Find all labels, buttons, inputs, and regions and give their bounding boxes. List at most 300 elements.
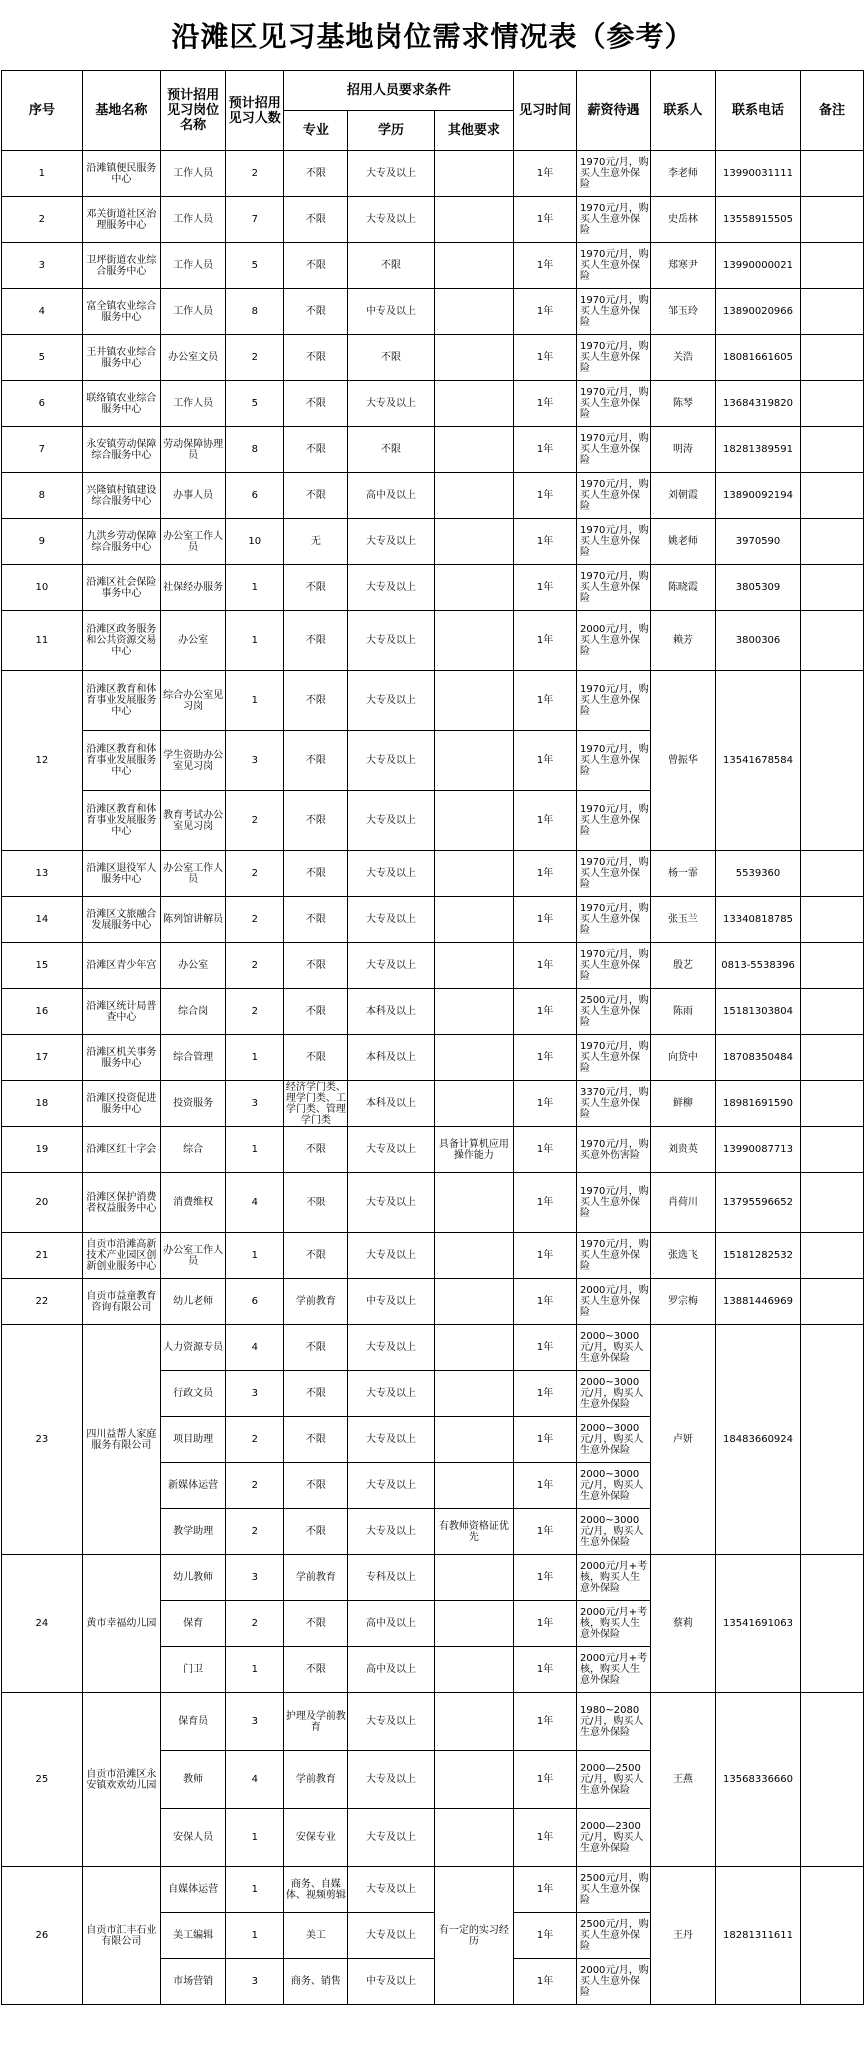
cell-note <box>801 1279 864 1325</box>
cell-other <box>434 289 514 335</box>
table-row <box>2 1325 864 1371</box>
header-note: 备注 <box>801 71 864 151</box>
cell-post: 学生资助办公室见习岗 <box>161 731 226 791</box>
cell-count: 4 <box>226 1751 284 1809</box>
header-seq: 序号 <box>2 71 83 151</box>
cell-seq: 14 <box>2 897 83 943</box>
cell-salary: 1970元/月，购买人生意外保险 <box>576 427 650 473</box>
cell-base: 沿滩区政务服务和公共资源交易中心 <box>82 611 160 671</box>
cell-seq: 15 <box>2 943 83 989</box>
cell-period: 1年 <box>514 1509 577 1555</box>
cell-major: 护理及学前教育 <box>284 1693 348 1751</box>
cell-edu: 中专及以上 <box>348 1279 434 1325</box>
cell-seq: 2 <box>2 197 83 243</box>
cell-count: 2 <box>226 335 284 381</box>
cell-other <box>434 381 514 427</box>
cell-count: 1 <box>226 1913 284 1959</box>
cell-seq: 18 <box>2 1081 83 1127</box>
cell-period: 1年 <box>514 1279 577 1325</box>
cell-base: 沿滩区机关事务服务中心 <box>82 1035 160 1081</box>
cell-salary: 2000~3000元/月，购买人生意外保险 <box>576 1463 650 1509</box>
cell-seq: 7 <box>2 427 83 473</box>
cell-salary: 1970元/月，购买人生意外保险 <box>576 791 650 851</box>
cell-count: 3 <box>226 1693 284 1751</box>
cell-major: 不限 <box>284 427 348 473</box>
cell-period: 1年 <box>514 1417 577 1463</box>
cell-other <box>434 1693 514 1751</box>
cell-contact: 关浩 <box>650 335 715 381</box>
cell-note <box>801 519 864 565</box>
cell-base: 沿滩区退役军人服务中心 <box>82 851 160 897</box>
cell-other <box>434 197 514 243</box>
cell-count: 1 <box>226 1233 284 1279</box>
cell-note <box>801 989 864 1035</box>
cell-post: 工作人员 <box>161 381 226 427</box>
cell-major: 不限 <box>284 897 348 943</box>
cell-major: 不限 <box>284 197 348 243</box>
cell-contact: 王丹 <box>650 1867 715 2005</box>
cell-edu: 中专及以上 <box>348 289 434 335</box>
header-post: 预计招用见习岗位名称 <box>161 71 226 151</box>
table-row <box>2 1035 864 1081</box>
cell-count: 8 <box>226 289 284 335</box>
cell-count: 6 <box>226 473 284 519</box>
table-row <box>2 671 864 731</box>
cell-contact: 刘朝霞 <box>650 473 715 519</box>
cell-count: 3 <box>226 731 284 791</box>
cell-seq: 3 <box>2 243 83 289</box>
table-row <box>2 989 864 1035</box>
cell-edu: 大专及以上 <box>348 1233 434 1279</box>
cell-salary: 1970元/月，购买人生意外保险 <box>576 851 650 897</box>
cell-contact: 杨一霏 <box>650 851 715 897</box>
cell-major: 不限 <box>284 1417 348 1463</box>
cell-edu: 大专及以上 <box>348 611 434 671</box>
cell-note <box>801 381 864 427</box>
cell-base: 沿滩区红十字会 <box>82 1127 160 1173</box>
cell-base: 沿滩区教育和体育事业发展服务中心 <box>82 791 160 851</box>
cell-contact: 蔡莉 <box>650 1555 715 1693</box>
cell-period: 1年 <box>514 1751 577 1809</box>
cell-other <box>434 151 514 197</box>
cell-phone: 5539360 <box>715 851 800 897</box>
cell-salary: 1970元/月，购买人生意外保险 <box>576 519 650 565</box>
cell-count: 1 <box>226 1647 284 1693</box>
cell-major: 商务、销售 <box>284 1959 348 2005</box>
table-row <box>2 335 864 381</box>
cell-base: 沿滩区教育和体育事业发展服务中心 <box>82 671 160 731</box>
cell-phone: 13568336660 <box>715 1693 800 1867</box>
cell-contact: 罗宗梅 <box>650 1279 715 1325</box>
cell-phone: 13890092194 <box>715 473 800 519</box>
cell-base: 富全镇农业综合服务中心 <box>82 289 160 335</box>
cell-salary: 1970元/月，购买人生意外保险 <box>576 1173 650 1233</box>
cell-note <box>801 1035 864 1081</box>
table-row <box>2 1867 864 1913</box>
cell-base: 自贡市沿滩区永安镇欢欢幼儿园 <box>82 1693 160 1867</box>
cell-phone: 13990087713 <box>715 1127 800 1173</box>
cell-contact: 赖芳 <box>650 611 715 671</box>
cell-base: 沿滩区文旅融合发展服务中心 <box>82 897 160 943</box>
cell-base: 永安镇劳动保障综合服务中心 <box>82 427 160 473</box>
cell-seq: 19 <box>2 1127 83 1173</box>
cell-salary: 1970元/月，购买人生意外保险 <box>576 473 650 519</box>
cell-period: 1年 <box>514 1081 577 1127</box>
cell-other <box>434 519 514 565</box>
cell-salary: 1970元/月，购买人生意外保险 <box>576 731 650 791</box>
cell-period: 1年 <box>514 289 577 335</box>
table-row <box>2 611 864 671</box>
cell-post: 办公室 <box>161 943 226 989</box>
cell-other <box>434 943 514 989</box>
cell-period: 1年 <box>514 897 577 943</box>
cell-other <box>434 1233 514 1279</box>
cell-edu: 大专及以上 <box>348 1751 434 1809</box>
cell-seq: 10 <box>2 565 83 611</box>
cell-other <box>434 1173 514 1233</box>
cell-seq: 5 <box>2 335 83 381</box>
cell-major: 不限 <box>284 1601 348 1647</box>
cell-phone: 0813-5538396 <box>715 943 800 989</box>
table-row <box>2 1555 864 1601</box>
cell-edu: 大专及以上 <box>348 381 434 427</box>
cell-other <box>434 1647 514 1693</box>
cell-period: 1年 <box>514 1601 577 1647</box>
cell-edu: 高中及以上 <box>348 1601 434 1647</box>
cell-seq: 22 <box>2 1279 83 1325</box>
header-row-1 <box>2 71 864 111</box>
cell-salary: 2000元/月+考核，购买人生意外保险 <box>576 1647 650 1693</box>
cell-major: 不限 <box>284 1173 348 1233</box>
cell-post: 安保人员 <box>161 1809 226 1867</box>
table-row <box>2 1693 864 1751</box>
cell-other <box>434 1463 514 1509</box>
cell-note <box>801 1693 864 1867</box>
cell-edu: 大专及以上 <box>348 1913 434 1959</box>
cell-salary: 2000—2500元/月，购买人生意外保险 <box>576 1751 650 1809</box>
table-row <box>2 519 864 565</box>
cell-count: 2 <box>226 943 284 989</box>
cell-count: 3 <box>226 1081 284 1127</box>
cell-contact: 向贷中 <box>650 1035 715 1081</box>
cell-note <box>801 1081 864 1127</box>
cell-phone: 18281389591 <box>715 427 800 473</box>
cell-period: 1年 <box>514 519 577 565</box>
cell-contact: 刘贵英 <box>650 1127 715 1173</box>
cell-edu: 大专及以上 <box>348 671 434 731</box>
cell-major: 不限 <box>284 851 348 897</box>
cell-phone: 13881446969 <box>715 1279 800 1325</box>
table-row <box>2 851 864 897</box>
cell-post: 行政文员 <box>161 1371 226 1417</box>
header-contact: 联系人 <box>650 71 715 151</box>
cell-post: 人力资源专员 <box>161 1325 226 1371</box>
cell-base: 沿滩区教育和体育事业发展服务中心 <box>82 731 160 791</box>
cell-seq: 12 <box>2 671 83 851</box>
cell-other <box>434 335 514 381</box>
cell-edu: 不限 <box>348 243 434 289</box>
table-row <box>2 1127 864 1173</box>
cell-salary: 1980~2080元/月，购买人生意外保险 <box>576 1693 650 1751</box>
cell-seq: 20 <box>2 1173 83 1233</box>
cell-other <box>434 1035 514 1081</box>
cell-edu: 不限 <box>348 335 434 381</box>
cell-other: 有教师资格证优先 <box>434 1509 514 1555</box>
cell-salary: 1970元/月，购买人生意外保险 <box>576 565 650 611</box>
cell-other <box>434 989 514 1035</box>
cell-contact: 肖荷川 <box>650 1173 715 1233</box>
cell-period: 1年 <box>514 1035 577 1081</box>
cell-contact: 陈琴 <box>650 381 715 427</box>
cell-edu: 大专及以上 <box>348 1417 434 1463</box>
cell-period: 1年 <box>514 1371 577 1417</box>
cell-edu: 大专及以上 <box>348 519 434 565</box>
cell-note <box>801 1233 864 1279</box>
cell-contact: 张玉兰 <box>650 897 715 943</box>
cell-salary: 1970元/月，购买人生意外保险 <box>576 243 650 289</box>
cell-contact: 史岳林 <box>650 197 715 243</box>
cell-seq: 24 <box>2 1555 83 1693</box>
cell-period: 1年 <box>514 427 577 473</box>
cell-edu: 大专及以上 <box>348 897 434 943</box>
cell-major: 不限 <box>284 243 348 289</box>
cell-major: 不限 <box>284 565 348 611</box>
cell-edu: 大专及以上 <box>348 851 434 897</box>
cell-salary: 2000元/月，购买人生意外保险 <box>576 611 650 671</box>
cell-base: 九洪乡劳动保障综合服务中心 <box>82 519 160 565</box>
cell-phone: 13990031111 <box>715 151 800 197</box>
cell-seq: 8 <box>2 473 83 519</box>
cell-edu: 高中及以上 <box>348 473 434 519</box>
cell-post: 美工编辑 <box>161 1913 226 1959</box>
cell-post: 陈列馆讲解员 <box>161 897 226 943</box>
cell-edu: 大专及以上 <box>348 791 434 851</box>
cell-count: 1 <box>226 1127 284 1173</box>
cell-count: 3 <box>226 1959 284 2005</box>
cell-post: 工作人员 <box>161 289 226 335</box>
cell-major: 不限 <box>284 1647 348 1693</box>
cell-base: 联络镇农业综合服务中心 <box>82 381 160 427</box>
cell-count: 1 <box>226 1809 284 1867</box>
cell-salary: 2000~3000元/月，购买人生意外保险 <box>576 1325 650 1371</box>
table-row <box>2 897 864 943</box>
cell-edu: 大专及以上 <box>348 1371 434 1417</box>
cell-major: 不限 <box>284 1127 348 1173</box>
cell-salary: 2000元/月+考核，购买人生意外保险 <box>576 1601 650 1647</box>
cell-other <box>434 1279 514 1325</box>
table-row <box>2 1081 864 1127</box>
cell-period: 1年 <box>514 335 577 381</box>
cell-other <box>434 1809 514 1867</box>
table-row <box>2 473 864 519</box>
cell-count: 2 <box>226 897 284 943</box>
cell-count: 4 <box>226 1173 284 1233</box>
cell-post: 教师 <box>161 1751 226 1809</box>
cell-note <box>801 1173 864 1233</box>
cell-other <box>434 897 514 943</box>
cell-seq: 13 <box>2 851 83 897</box>
cell-edu: 大专及以上 <box>348 1325 434 1371</box>
cell-base: 王井镇农业综合服务中心 <box>82 335 160 381</box>
cell-count: 2 <box>226 851 284 897</box>
cell-other <box>434 1601 514 1647</box>
cell-edu: 大专及以上 <box>348 1693 434 1751</box>
cell-other <box>434 1325 514 1371</box>
cell-period: 1年 <box>514 243 577 289</box>
cell-major: 不限 <box>284 943 348 989</box>
cell-period: 1年 <box>514 565 577 611</box>
cell-edu: 大专及以上 <box>348 197 434 243</box>
cell-other: 有一定的实习经历 <box>434 1867 514 2005</box>
cell-base: 黄市幸福幼儿园 <box>82 1555 160 1693</box>
cell-note <box>801 473 864 519</box>
cell-period: 1年 <box>514 1647 577 1693</box>
cell-seq: 11 <box>2 611 83 671</box>
cell-salary: 2000~3000元/月，购买人生意外保险 <box>576 1417 650 1463</box>
cell-phone: 18981691590 <box>715 1081 800 1127</box>
table-row <box>2 151 864 197</box>
cell-base: 沿滩区保护消费者权益服务中心 <box>82 1173 160 1233</box>
cell-major: 美工 <box>284 1913 348 1959</box>
cell-contact: 郑寒尹 <box>650 243 715 289</box>
cell-salary: 1970元/月，购买人生意外保险 <box>576 671 650 731</box>
cell-other <box>434 473 514 519</box>
cell-other <box>434 427 514 473</box>
cell-period: 1年 <box>514 1325 577 1371</box>
cell-contact: 陈雨 <box>650 989 715 1035</box>
cell-contact: 李老师 <box>650 151 715 197</box>
cell-salary: 2000元/月，购买人生意外保险 <box>576 1959 650 2005</box>
cell-note <box>801 243 864 289</box>
cell-major: 不限 <box>284 1371 348 1417</box>
cell-count: 1 <box>226 565 284 611</box>
header-base: 基地名称 <box>82 71 160 151</box>
cell-post: 新媒体运营 <box>161 1463 226 1509</box>
cell-salary: 1970元/月，购买人生意外保险 <box>576 1035 650 1081</box>
cell-post: 工作人员 <box>161 243 226 289</box>
cell-post: 市场营销 <box>161 1959 226 2005</box>
cell-edu: 大专及以上 <box>348 1867 434 1913</box>
cell-salary: 2000~3000元/月，购买人生意外保险 <box>576 1371 650 1417</box>
cell-seq: 16 <box>2 989 83 1035</box>
cell-phone: 13541691063 <box>715 1555 800 1693</box>
cell-period: 1年 <box>514 197 577 243</box>
cell-note <box>801 851 864 897</box>
cell-post: 劳动保障协理员 <box>161 427 226 473</box>
cell-post: 办公室 <box>161 611 226 671</box>
cell-period: 1年 <box>514 671 577 731</box>
cell-note <box>801 1325 864 1555</box>
cell-count: 1 <box>226 671 284 731</box>
cell-phone: 18483660924 <box>715 1325 800 1555</box>
cell-period: 1年 <box>514 1913 577 1959</box>
cell-post: 保育 <box>161 1601 226 1647</box>
cell-period: 1年 <box>514 791 577 851</box>
cell-period: 1年 <box>514 1463 577 1509</box>
cell-seq: 26 <box>2 1867 83 2005</box>
cell-note <box>801 671 864 851</box>
cell-phone: 3805309 <box>715 565 800 611</box>
cell-period: 1年 <box>514 1173 577 1233</box>
cell-other <box>434 851 514 897</box>
cell-salary: 2000—2300元/月，购买人生意外保险 <box>576 1809 650 1867</box>
header-salary: 薪资待遇 <box>576 71 650 151</box>
cell-major: 不限 <box>284 1463 348 1509</box>
cell-edu: 大专及以上 <box>348 151 434 197</box>
cell-note <box>801 335 864 381</box>
cell-phone: 15181282532 <box>715 1233 800 1279</box>
cell-phone: 13990000021 <box>715 243 800 289</box>
cell-post: 综合岗 <box>161 989 226 1035</box>
cell-base: 兴隆镇村镇建设综合服务中心 <box>82 473 160 519</box>
cell-period: 1年 <box>514 1555 577 1601</box>
cell-contact: 姚老师 <box>650 519 715 565</box>
cell-seq: 17 <box>2 1035 83 1081</box>
cell-salary: 3370元/月，购买人生意外保险 <box>576 1081 650 1127</box>
cell-post: 消费维权 <box>161 1173 226 1233</box>
cell-seq: 25 <box>2 1693 83 1867</box>
cell-post: 综合办公室见习岗 <box>161 671 226 731</box>
cell-post: 教育考试办公室见习岗 <box>161 791 226 851</box>
header-count: 预计招用见习人数 <box>226 71 284 151</box>
cell-base: 四川益帮人家庭服务有限公司 <box>82 1325 160 1555</box>
table-row <box>2 565 864 611</box>
cell-salary: 1970元/月，购买人生意外保险 <box>576 381 650 427</box>
cell-other <box>434 1555 514 1601</box>
cell-phone: 13541678584 <box>715 671 800 851</box>
cell-salary: 2000~3000元/月，购买人生意外保险 <box>576 1509 650 1555</box>
cell-edu: 专科及以上 <box>348 1555 434 1601</box>
cell-post: 保育员 <box>161 1693 226 1751</box>
cell-period: 1年 <box>514 1959 577 2005</box>
table-row <box>2 197 864 243</box>
cell-other <box>434 1417 514 1463</box>
cell-major: 不限 <box>284 289 348 335</box>
cell-count: 1 <box>226 1867 284 1913</box>
cell-post: 教学助理 <box>161 1509 226 1555</box>
cell-contact: 鲜柳 <box>650 1081 715 1127</box>
cell-edu: 大专及以上 <box>348 1173 434 1233</box>
cell-salary: 1970元/月，购买意外伤害险 <box>576 1127 650 1173</box>
cell-other <box>434 565 514 611</box>
cell-contact: 殷艺 <box>650 943 715 989</box>
cell-major: 不限 <box>284 151 348 197</box>
cell-other <box>434 791 514 851</box>
header-conditions: 招用人员要求条件 <box>284 71 514 111</box>
cell-major: 不限 <box>284 1035 348 1081</box>
cell-edu: 大专及以上 <box>348 731 434 791</box>
cell-count: 3 <box>226 1371 284 1417</box>
cell-period: 1年 <box>514 151 577 197</box>
cell-base: 自贡市益童教育咨询有限公司 <box>82 1279 160 1325</box>
cell-contact: 卢妍 <box>650 1325 715 1555</box>
table-row <box>2 289 864 335</box>
cell-post: 综合管理 <box>161 1035 226 1081</box>
header-major: 专业 <box>284 111 348 151</box>
header-period: 见习时间 <box>514 71 577 151</box>
cell-seq: 9 <box>2 519 83 565</box>
cell-phone: 18708350484 <box>715 1035 800 1081</box>
table-row <box>2 427 864 473</box>
cell-period: 1年 <box>514 381 577 427</box>
cell-contact: 明涛 <box>650 427 715 473</box>
cell-major: 不限 <box>284 989 348 1035</box>
cell-major: 不限 <box>284 1325 348 1371</box>
table-row <box>2 1173 864 1233</box>
table-row <box>2 243 864 289</box>
header-edu: 学历 <box>348 111 434 151</box>
cell-seq: 4 <box>2 289 83 335</box>
